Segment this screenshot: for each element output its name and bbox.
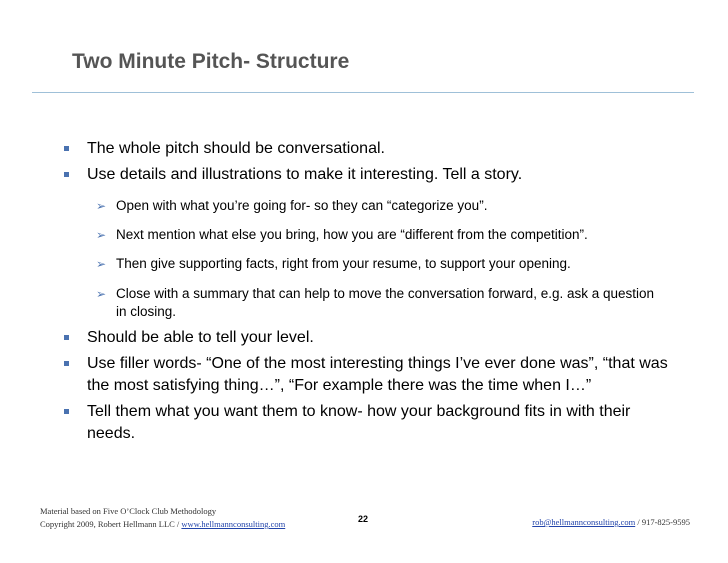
sub-bullet-item (96, 197, 656, 215)
page-number: 22 (358, 514, 369, 524)
sub-bullet-item (96, 226, 656, 244)
sub-bullet-text: Close with a summary that can help to move the conversation forward, e.g. ask a question in closing. (116, 286, 655, 319)
sub-bullet-item (96, 255, 656, 273)
bullet-text: Tell them what you want them to know- how your background fits in with their needs. (87, 403, 631, 442)
title-divider (32, 92, 694, 93)
footer-credits (40, 505, 285, 531)
square-bullet-icon (64, 172, 69, 177)
square-bullet-icon (64, 335, 69, 340)
footer-methodology: Material based on Five O’Clock Club Methodology (40, 506, 217, 516)
bullet-text: The whole pitch should be conversational. (87, 140, 385, 157)
sub-bullet-text: Then give supporting facts, right from your resume, to support your opening. (116, 256, 571, 271)
arrow-bullet-icon: ➢ (96, 199, 107, 213)
bullet-item (87, 401, 669, 445)
arrow-bullet-icon: ➢ (96, 257, 107, 271)
bullet-item (87, 353, 669, 397)
copyright-text: Copyright 2009, Robert Hellmann LLC / (40, 519, 182, 529)
square-bullet-icon (64, 361, 69, 366)
square-bullet-icon (64, 146, 69, 151)
bullet-item (87, 164, 677, 186)
bullet-item (87, 327, 677, 349)
bullet-item (87, 138, 677, 160)
sub-bullet-text: Next mention what else you bring, how you are “different from the competition”. (116, 227, 588, 242)
website-link[interactable]: www.hellmannconsulting.com (181, 519, 286, 529)
phone-text: / 917-825-9595 (635, 517, 690, 527)
sub-bullet-item (96, 285, 661, 321)
footer-contact (532, 517, 690, 527)
footer-copyright (40, 518, 285, 531)
arrow-bullet-icon: ➢ (96, 228, 107, 242)
square-bullet-icon (64, 409, 69, 414)
sub-bullet-text: Open with what you’re going for- so they can “categorize you”. (116, 198, 488, 213)
arrow-bullet-icon: ➢ (96, 287, 107, 301)
slide-title: Two Minute Pitch- Structure (72, 50, 350, 73)
email-link[interactable]: rob@hellmannconsulting.com (532, 517, 636, 527)
bullet-text: Use filler words- “One of the most interesting things I’ve ever done was”, “that was the most satisfying thing…”, “For example there was the time when I…” (87, 355, 668, 394)
bullet-text: Should be able to tell your level. (87, 329, 314, 346)
bullet-text: Use details and illustrations to make it interesting. Tell a story. (87, 166, 523, 183)
